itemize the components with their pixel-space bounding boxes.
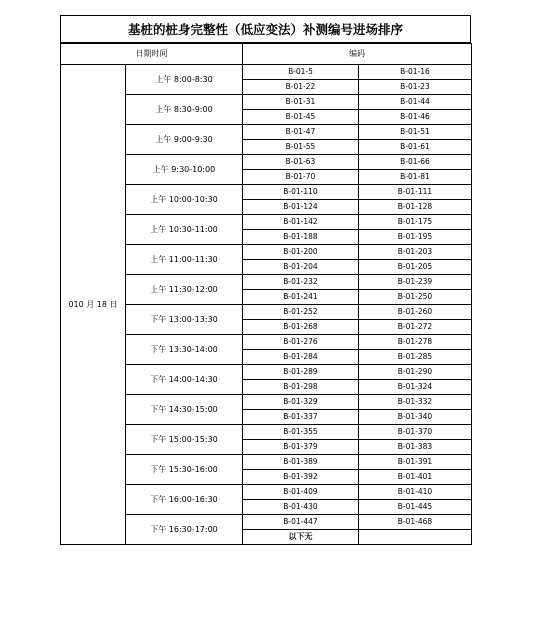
code-cell: B-01-383: [359, 440, 472, 455]
code-cell: B-01-260: [359, 305, 472, 320]
schedule-sheet: [60, 15, 471, 545]
code-cell: B-01-340: [359, 410, 472, 425]
time-slot-cell: 下午 14:30-15:00: [126, 395, 243, 425]
code-cell: B-01-51: [359, 125, 472, 140]
code-cell: B-01-204: [243, 260, 359, 275]
sheet-title: 基桩的桩身完整性（低应变法）补测编号进场排序: [60, 15, 471, 43]
time-slot-cell: 下午 15:30-16:00: [126, 455, 243, 485]
code-cell: B-01-128: [359, 200, 472, 215]
time-slot-cell: 上午 11:30-12:00: [126, 275, 243, 305]
code-cell: B-01-445: [359, 500, 472, 515]
code-cell: B-01-111: [359, 185, 472, 200]
code-cell: B-01-55: [243, 140, 359, 155]
code-cell: B-01-401: [359, 470, 472, 485]
code-cell: B-01-16: [359, 65, 472, 80]
code-cell: B-01-290: [359, 365, 472, 380]
code-cell: B-01-392: [243, 470, 359, 485]
code-cell: B-01-332: [359, 395, 472, 410]
code-cell: B-01-241: [243, 290, 359, 305]
time-slot-cell: 上午 11:00-11:30: [126, 245, 243, 275]
code-cell: B-01-379: [243, 440, 359, 455]
code-cell: B-01-31: [243, 95, 359, 110]
code-cell: B-01-142: [243, 215, 359, 230]
code-cell: B-01-175: [359, 215, 472, 230]
time-slot-cell: 下午 14:00-14:30: [126, 365, 243, 395]
schedule-table: [60, 43, 472, 545]
time-slot-cell: 下午 16:30-17:00: [126, 515, 243, 545]
code-cell: B-01-284: [243, 350, 359, 365]
time-slot-cell: 下午 16:00-16:30: [126, 485, 243, 515]
code-cell: B-01-45: [243, 110, 359, 125]
code-cell: [359, 530, 472, 545]
code-cell: B-01-252: [243, 305, 359, 320]
time-slot-cell: 上午 10:30-11:00: [126, 215, 243, 245]
code-cell: B-01-298: [243, 380, 359, 395]
code-cell: B-01-124: [243, 200, 359, 215]
time-slot-cell: 上午 9:00-9:30: [126, 125, 243, 155]
code-cell: B-01-239: [359, 275, 472, 290]
code-cell: B-01-272: [359, 320, 472, 335]
code-cell: B-01-447: [243, 515, 359, 530]
time-slot-cell: 上午 9:30-10:00: [126, 155, 243, 185]
code-cell: B-01-22: [243, 80, 359, 95]
code-cell: B-01-70: [243, 170, 359, 185]
code-cell: B-01-289: [243, 365, 359, 380]
code-cell: B-01-203: [359, 245, 472, 260]
code-cell: B-01-66: [359, 155, 472, 170]
header-code: 编码: [243, 44, 472, 65]
code-cell: B-01-44: [359, 95, 472, 110]
code-cell: B-01-63: [243, 155, 359, 170]
code-cell: B-01-370: [359, 425, 472, 440]
code-cell: B-01-285: [359, 350, 472, 365]
header-row: [61, 44, 472, 65]
code-cell: B-01-329: [243, 395, 359, 410]
code-cell: B-01-410: [359, 485, 472, 500]
code-cell: B-01-276: [243, 335, 359, 350]
code-cell: B-01-205: [359, 260, 472, 275]
code-cell: B-01-200: [243, 245, 359, 260]
code-cell: B-01-46: [359, 110, 472, 125]
code-cell: B-01-278: [359, 335, 472, 350]
code-cell: B-01-391: [359, 455, 472, 470]
code-cell: B-01-110: [243, 185, 359, 200]
code-cell: B-01-23: [359, 80, 472, 95]
code-cell: B-01-47: [243, 125, 359, 140]
code-cell: B-01-389: [243, 455, 359, 470]
code-cell: B-01-430: [243, 500, 359, 515]
time-slot-cell: 上午 8:00-8:30: [126, 65, 243, 95]
code-cell: B-01-5: [243, 65, 359, 80]
time-slot-cell: 下午 13:30-14:00: [126, 335, 243, 365]
date-cell: 010 月 18 日: [61, 65, 126, 545]
time-slot-cell: 上午 10:00-10:30: [126, 185, 243, 215]
code-cell: B-01-337: [243, 410, 359, 425]
code-cell: B-01-250: [359, 290, 472, 305]
time-slot-cell: 下午 13:00-13:30: [126, 305, 243, 335]
time-slot-cell: 上午 8:30-9:00: [126, 95, 243, 125]
code-cell: B-01-355: [243, 425, 359, 440]
code-cell: B-01-188: [243, 230, 359, 245]
code-cell: B-01-81: [359, 170, 472, 185]
table-row: [61, 65, 472, 80]
code-cell: B-01-324: [359, 380, 472, 395]
code-cell: B-01-195: [359, 230, 472, 245]
code-cell: B-01-61: [359, 140, 472, 155]
header-datetime: 日期时间: [61, 44, 243, 65]
code-cell: 以下无: [243, 530, 359, 545]
code-cell: B-01-409: [243, 485, 359, 500]
time-slot-cell: 下午 15:00-15:30: [126, 425, 243, 455]
code-cell: B-01-268: [243, 320, 359, 335]
code-cell: B-01-468: [359, 515, 472, 530]
code-cell: B-01-232: [243, 275, 359, 290]
